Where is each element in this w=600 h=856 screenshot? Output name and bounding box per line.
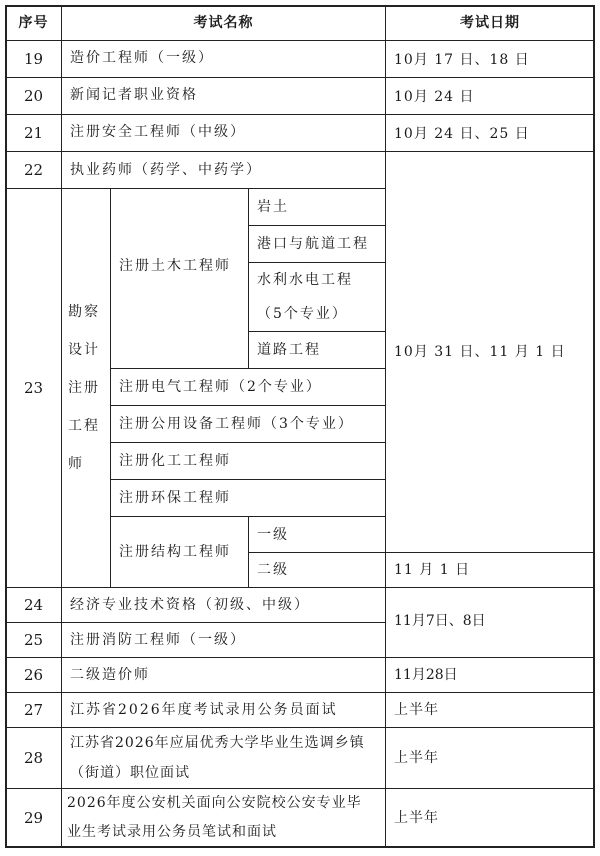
- structural-level-1: 一级: [248, 516, 386, 553]
- utility-engineer: 注册公用设备工程师（3个专业）: [110, 405, 386, 443]
- row-28-no: 28: [5, 727, 62, 789]
- structural-level-2: 二级: [248, 552, 386, 588]
- row-19-no: 19: [5, 40, 62, 78]
- row-19-date: 10月 17 日、18 日: [385, 40, 595, 78]
- row-26-date: 11月28日: [385, 657, 595, 693]
- civil-sub-port: 港口与航道工程: [248, 225, 386, 263]
- civil-sub-road: 道路工程: [248, 331, 386, 369]
- row-28-name: 江苏省2026年应届优秀大学毕业生选调乡镇 （街道）职位面试: [61, 727, 386, 789]
- row-25-no: 25: [5, 622, 62, 658]
- date-rows-24-25: 11月7日、8日: [385, 587, 595, 658]
- row-21-no: 21: [5, 114, 62, 152]
- row-22-no: 22: [5, 151, 62, 189]
- chemical-engineer: 注册化工工程师: [110, 442, 386, 480]
- environmental-engineer: 注册环保工程师: [110, 479, 386, 517]
- header-no: 序号: [5, 5, 62, 41]
- exam-schedule-table: [5, 5, 595, 848]
- row-23-no: 23: [5, 188, 62, 588]
- row-21-name: 注册安全工程师（中级）: [61, 114, 386, 152]
- row-20-name: 新闻记者职业资格: [61, 77, 386, 115]
- row-25-name: 注册消防工程师（一级）: [61, 622, 386, 658]
- civil-sub-geotech: 岩土: [248, 188, 386, 226]
- row-27-no: 27: [5, 692, 62, 728]
- row-28-date: 上半年: [385, 727, 595, 789]
- date-rows-22-23: 10月 31 日、11 月 1 日: [385, 151, 595, 553]
- row-24-name: 经济专业技术资格（初级、中级）: [61, 587, 386, 623]
- structural-engineer: 注册结构工程师: [110, 516, 249, 588]
- row-21-date: 10月 24 日、25 日: [385, 114, 595, 152]
- row-27-name: 江苏省2026年度考试录用公务员面试: [61, 692, 386, 728]
- row-26-no: 26: [5, 657, 62, 693]
- structural-level-2-date: 11 月 1 日: [385, 552, 595, 588]
- row-24-no: 24: [5, 587, 62, 623]
- row-29-no: 29: [5, 788, 62, 848]
- row-19-name: 造价工程师（一级）: [61, 40, 386, 78]
- civil-sub-water: 水利水电工程 （5个专业）: [248, 262, 386, 332]
- row-23-group-label: 勘察 设计 注册 工程 师: [61, 188, 111, 588]
- header-name: 考试名称: [61, 5, 386, 41]
- header-date: 考试日期: [385, 5, 595, 41]
- row-27-date: 上半年: [385, 692, 595, 728]
- row-26-name: 二级造价师: [61, 657, 386, 693]
- electrical-engineer: 注册电气工程师（2个专业）: [110, 368, 386, 406]
- row-29-date: 上半年: [385, 788, 595, 848]
- row-20-date: 10月 24 日: [385, 77, 595, 115]
- civil-engineer: 注册土木工程师: [110, 188, 249, 369]
- row-29-name: 2026年度公安机关面向公安院校公安专业毕 业生考试录用公务员笔试和面试: [61, 788, 386, 848]
- row-22-name: 执业药师（药学、中药学）: [61, 151, 386, 189]
- row-20-no: 20: [5, 77, 62, 115]
